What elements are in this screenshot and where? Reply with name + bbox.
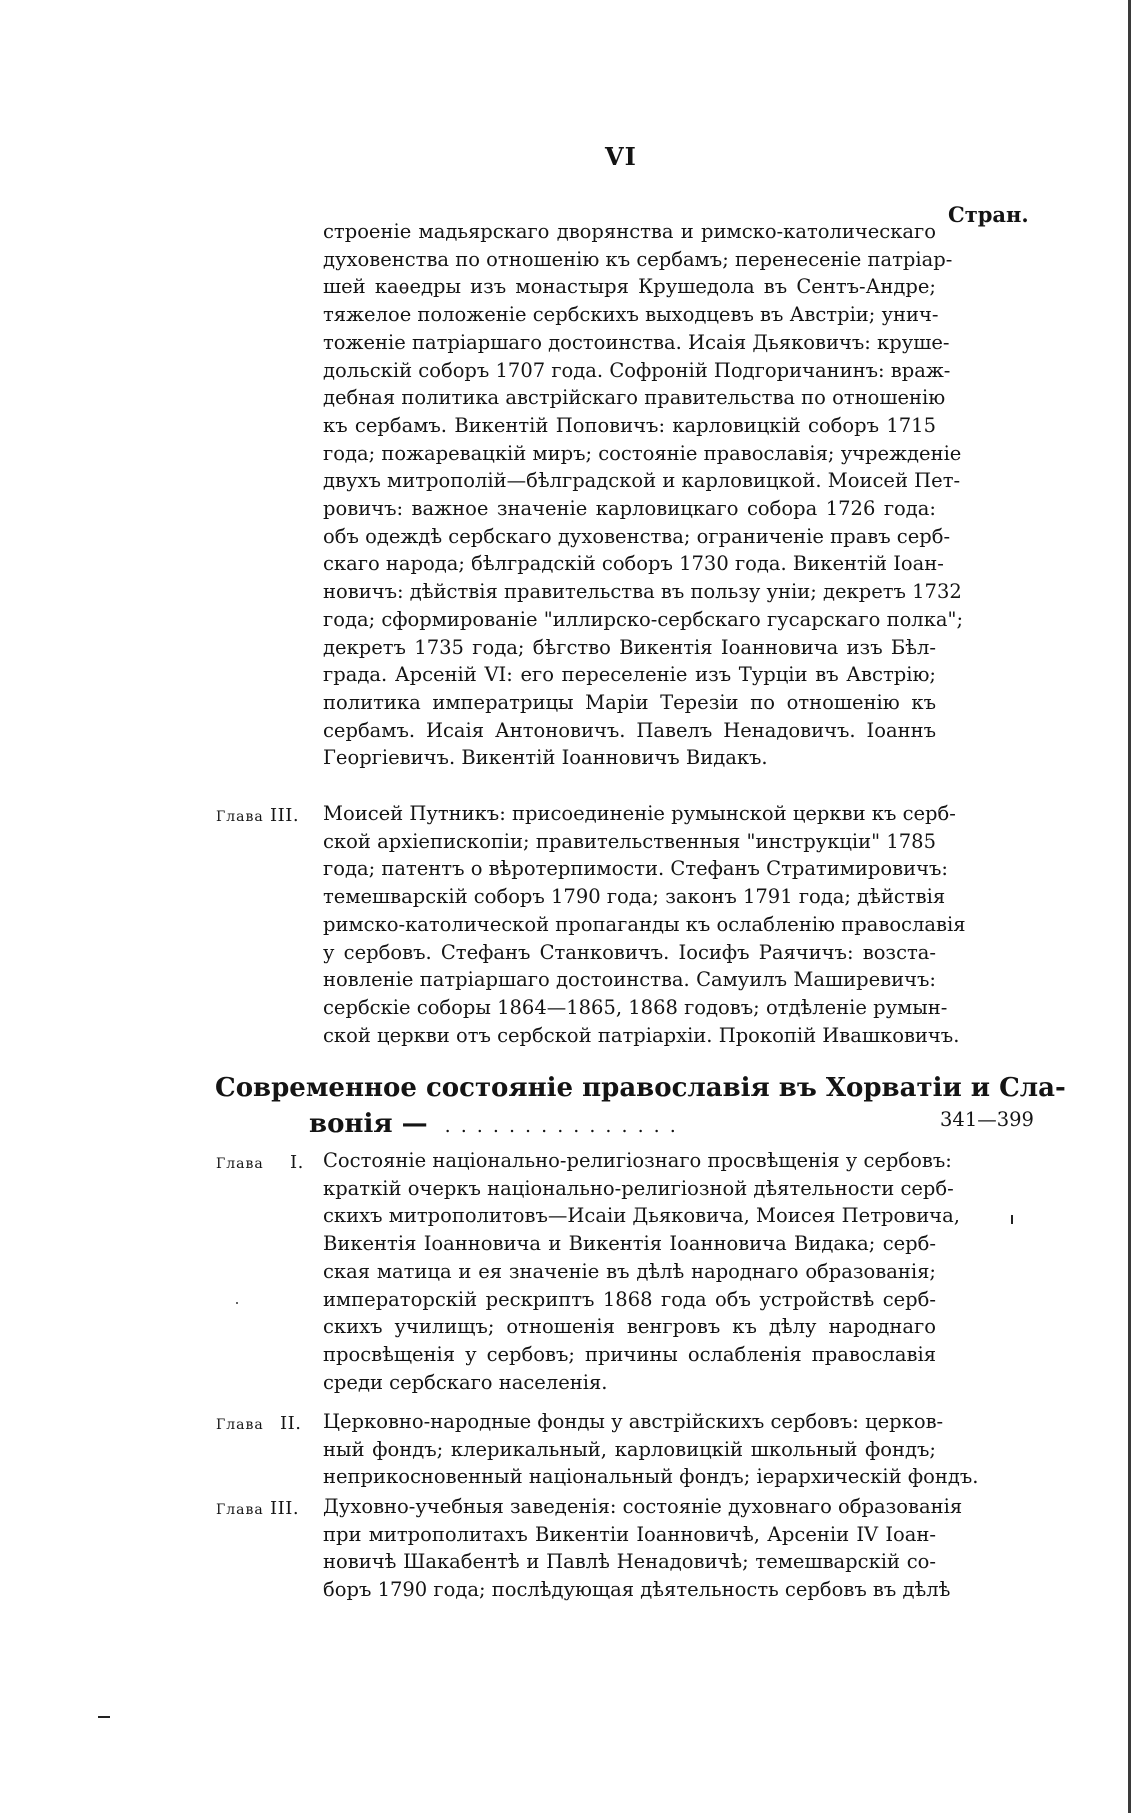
text-line: ская матица и ея значеніе въ дѣлѣ народнаго образованія; (323, 1259, 936, 1283)
page-number: VI (605, 142, 637, 171)
text-line: дольскій соборъ 1707 года. Софроній Подгоричанинъ: враж- (323, 358, 951, 382)
text-line: Георгіевичъ. Викентій Іоанновичъ Видакъ. (323, 746, 768, 770)
text-line: Состояніе національно-религіознаго просвѣщенія у сербовъ: (323, 1149, 952, 1172)
text-line: неприкосновенный національный фондъ; іерархическій фондъ. (323, 1465, 979, 1489)
text-line: римско-католической пропаганды къ ослабленію православія (323, 912, 966, 936)
text-line: скихъ митрополитовъ—Исаіи Дьяковича, Моисея Петровича, (323, 1204, 960, 1228)
text-line: Моисей Путникъ: присоединеніе румынской церкви къ серб- (323, 802, 956, 825)
chapter-word: Глава (216, 1417, 264, 1433)
chapter-word: Глава (216, 1502, 264, 1518)
text-line: шей каѳедры изъ монастыря Крушедола въ Сентъ-Андре; (323, 275, 936, 299)
scan-speck (236, 1302, 238, 1304)
text-line: Церковно-народные фонды у австрійскихъ сербовъ: церков- (323, 1410, 944, 1433)
text-line: ской церкви отъ сербской патріархіи. Прокопій Ивашковичъ. (323, 1023, 960, 1047)
chapter-2-label (216, 1413, 301, 1434)
section-title-end: вонія — (309, 1109, 428, 1139)
text-line: къ сербамъ. Викентій Поповичъ: карловицкій соборъ 1715 (323, 413, 936, 437)
scan-speck (98, 1716, 110, 1718)
text-line: ный фондъ; клерикальный, карловицкій школьный фондъ; (323, 1437, 936, 1461)
chapter-2-paragraph (323, 1408, 979, 1491)
text-line: боръ 1790 года; послѣдующая дѣятельность сербовъ въ дѣлѣ (323, 1578, 951, 1602)
text-line: года; сформированіе "иллирско-сербскаго гусарскаго полка"; (323, 607, 964, 631)
text-line: ровичъ: важное значеніе карловицкаго собора 1726 года: (323, 497, 936, 521)
block1-paragraph (323, 218, 964, 772)
chapter-number: III. (269, 1498, 300, 1519)
text-line: года; пожаревацкій миръ; состояніе православія; учрежденіе (323, 441, 962, 465)
text-line: двухъ митрополій—бѣлградской и карловицкой. Моисей Пет- (323, 469, 961, 493)
dot-leader: . . . . . . . . . . . . . . . (444, 1115, 678, 1137)
text-line: новичъ: дѣйствія правительства въ пользу уніи; декретъ 1732 (323, 580, 962, 604)
text-line: года; патентъ о вѣротерпимости. Стефанъ Стратимировичъ: (323, 857, 948, 881)
text-line: среди сербскаго населенія. (323, 1370, 608, 1394)
chapter-number: I. (289, 1152, 304, 1173)
text-line: сербамъ. Исаія Антоновичъ. Павелъ Ненадовичъ. Іоаннъ (323, 718, 936, 742)
chapter-1-paragraph (323, 1147, 960, 1396)
text-line: политика императрицы Маріи Терезіи по отношенію къ (323, 690, 936, 714)
text-line: краткій очеркъ національно-религіозной дѣятельности серб- (323, 1176, 954, 1200)
chapter-number: III. (269, 805, 300, 826)
text-line: скихъ училищъ; отношенія венгровъ къ дѣлу народнаго (323, 1315, 936, 1339)
text-line: тяжелое положеніе сербскихъ выходцевъ въ Австріи; унич- (323, 303, 939, 327)
section-title-line1: Современное состояніе православія въ Хорватіи и Сла- (215, 1073, 1066, 1103)
section-title-line2 (215, 1106, 935, 1144)
text-line: духовенства по отношенію къ сербамъ; перенесеніе патріар- (323, 247, 953, 271)
text-line: ской архіепископіи; правительственныя "инструкціи" 1785 (323, 829, 936, 853)
chapter-word: Глава (216, 809, 264, 825)
text-line: объ одеждѣ сербскаго духовенства; ограниченіе правъ серб- (323, 524, 951, 548)
chapter-3b-paragraph (323, 1493, 963, 1604)
scan-speck (1011, 1215, 1013, 1224)
text-line: при митрополитахъ Викентіи Іоанновичѣ, Арсеніи IV Іоан- (323, 1522, 936, 1546)
scan-edge-line (1128, 0, 1131, 1813)
text-line: императорскій рескриптъ 1868 года объ устройствѣ серб- (323, 1287, 936, 1311)
chapter-1-label (216, 1152, 304, 1173)
chapter-3b-label (216, 1498, 299, 1519)
text-line: дебная политика австрійскаго правительства по отношенію (323, 386, 946, 410)
text-line: Духовно-учебныя заведенія: состояніе духовнаго образованія (323, 1495, 963, 1518)
chapter-number: II. (279, 1413, 302, 1434)
text-line: новичѣ Шакабентѣ и Павлѣ Ненадовичѣ; темешварскій со- (323, 1550, 936, 1574)
text-line: града. Арсеній VI: его переселеніе изъ Турціи въ Австрію; (323, 663, 936, 687)
text-line: темешварскій соборъ 1790 года; законъ 1791 года; дѣйствія (323, 885, 946, 909)
section-pages: 341—399 (940, 1108, 1034, 1131)
text-line: Викентія Іоанновича и Викентія Іоанновича Видака; серб- (323, 1232, 936, 1256)
chapter-3-paragraph (323, 800, 966, 1049)
text-line: новленіе патріаршаго достоинства. Самуилъ Маширевичъ: (323, 968, 936, 992)
text-line: скаго народа; бѣлградскій соборъ 1730 года. Викентій Іоан- (323, 552, 944, 576)
text-line: сербскіе соборы 1864—1865, 1868 годовъ; отдѣленіе румын- (323, 995, 948, 1019)
text-line: строеніе мадьярскаго дворянства и римско-католическаго (323, 220, 936, 243)
text-line: декретъ 1735 года; бѣгство Викентія Іоанновича изъ Бѣл- (323, 635, 936, 659)
text-line: тоженіе патріаршаго достоинства. Исаія Дьяковичъ: круше- (323, 330, 950, 354)
chapter-word: Глава (216, 1156, 264, 1172)
text-line: просвѣщенія у сербовъ; причины ослабленія православія (323, 1342, 936, 1366)
text-line: у сербовъ. Стефанъ Станковичъ. Іосифъ Раячичъ: возста- (323, 940, 936, 964)
chapter-3-label (216, 805, 299, 826)
pages-column-header: Стран. (948, 202, 1029, 227)
